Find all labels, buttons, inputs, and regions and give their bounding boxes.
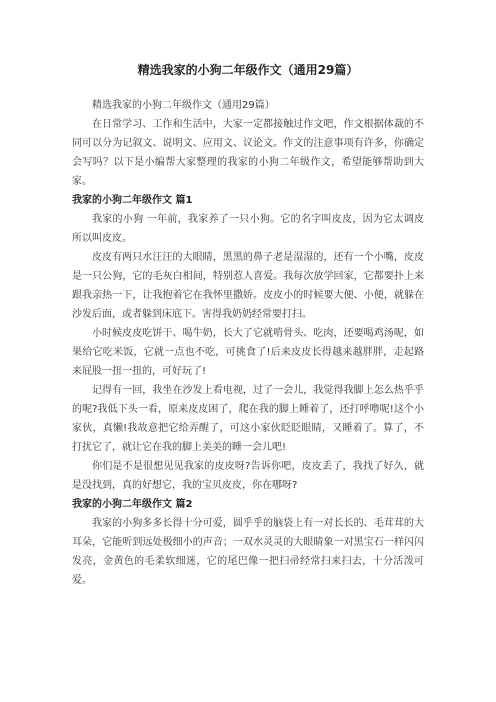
document-title: 精选我家的小狗二年级作文（通用29篇） xyxy=(137,63,359,77)
section-heading: 我家的小狗二年级作文 篇2 xyxy=(72,499,193,510)
intro-paragraph: 在日常学习、工作和生活中，大家一定都接触过作文吧，作文根据体裁的不同可以分为记叙文、说明文、应用文、议论文。作文的注意事项有许多，你确定会写吗？以下是小编帮大家整理的我家的小狗二年级作文，希望能够帮助到大家。 xyxy=(72,119,424,187)
body-paragraph: 我家的小狗多多长得十分可爱，圆乎乎的脑袋上有一对长长的、毛茸茸的大耳朵，它能听到远处极细小的声音；一双水灵灵的大眼睛象一对黑宝石一样闪闪发亮，金黄色的毛柔软细迷，它的尾巴像一把扫帚经常扫来扫去，十分活泼可爱。 xyxy=(72,518,424,586)
document-page xyxy=(72,62,424,590)
body-paragraph: 你们是不是很想见见我家的皮皮呀?告诉你吧，皮皮丢了，我找了好久，就是没找到，真的好想它，我的宝贝皮皮，你在哪呀? xyxy=(72,461,424,491)
body-paragraph: 我家的小狗 一年前，我家养了一只小狗。它的名字叫皮皮，因为它太调皮所以叫皮皮。 xyxy=(72,214,424,244)
body-paragraph: 记得有一回，我坐在沙发上看电视，过了一会儿，我觉得我脚上怎么热乎乎的呢?我低下头一看，原来皮皮困了，爬在我的脚上睡着了，还打呼噜呢!这个小家伙，真懒!我故意把它给弄醒了，可这小家伙眨眨眼睛，又睡着了。算了，不打扰它了，就让它在我的脚上美美的睡一会儿吧! xyxy=(72,385,424,453)
body-paragraph: 皮皮有两只水汪汪的大眼睛，黑黑的鼻子老是湿湿的，还有一个小嘴，皮皮是一只公狗，它的毛灰白相间，特别惹人喜爱。我每次放学回家，它都要扑上来跟我亲热一下，让我抱着它在我怀里撒娇。皮皮小的时候要大便、小便，就躲在沙发后面，或者躲到床底下。害得我奶奶经常要打扫。 xyxy=(72,252,424,320)
section-heading: 我家的小狗二年级作文 篇1 xyxy=(72,195,193,206)
body-paragraph: 小时候皮皮吃饼干、喝牛奶，长大了它就啃骨头、吃肉，还要喝鸡汤呢，如果给它吃米饭，它就一点也不吃，可挑食了!后来皮皮长得越来越胖胖，走起路来屁股一扭一扭的，可好玩了! xyxy=(72,328,424,377)
intro-paragraph: 精选我家的小狗二年级作文（通用29篇） xyxy=(92,100,275,111)
